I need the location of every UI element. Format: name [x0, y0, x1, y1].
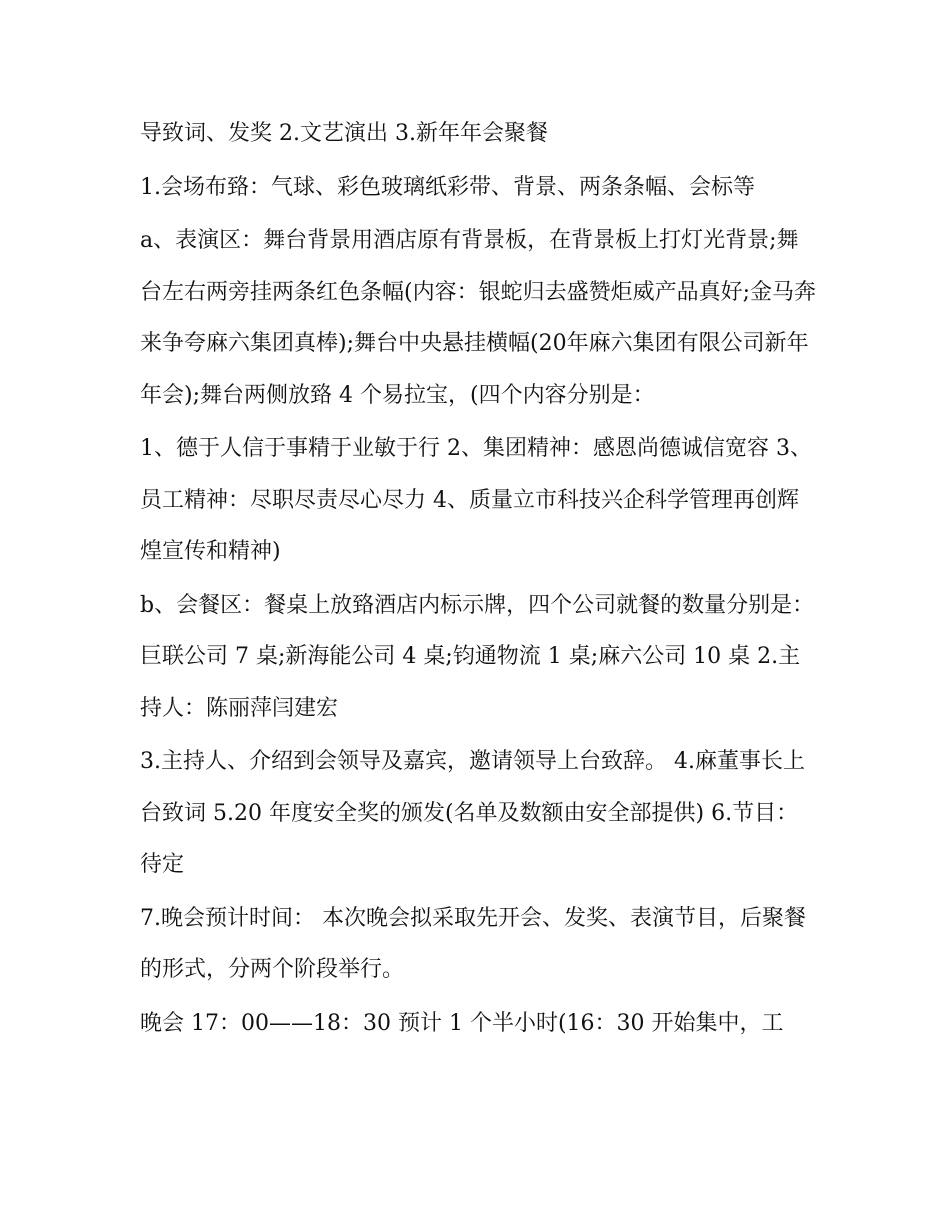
paragraph-1: 导致词、发奖 2.文艺演出 3.新年年会聚餐: [140, 121, 548, 146]
paragraph-4: 1、德于人信于事精于业敏于行 2、集团精神：感恩尚德诚信宽容 3、员工精神：尽职尽责尽心尽力 4、质量立市科技兴企科学管理再创辉煌宣传和精神): [140, 436, 812, 564]
paragraph-6: 3.主持人、介绍到会领导及嘉宾，邀请领导上台致辞。 4.麻董事长上台致词 5.20 年度安全奖的颁发(名单及数额由安全部提供) 6.节目：待定: [140, 749, 805, 877]
paragraph-8: 晚会 17：00——18：30 预计 1 个半小时(16：30 开始集中，工: [140, 1010, 784, 1036]
paragraph-3: a、表演区：舞台背景用酒店原有背景板，在背景板上打灯光背景;舞台左右两旁挂两条红色条幅(内容：银蛇归去盛赞炬威产品真好;金马奔来争夸麻六集团真棒);舞台中央悬挂横幅(20年麻六集团有限公司新年年会);舞台两侧放臵 4 个易拉宝，(四个内容分别是：: [140, 228, 816, 408]
paragraph-5: b、会餐区：餐桌上放臵酒店内标示牌，四个公司就餐的数量分别是：巨联公司 7 桌;新海能公司 4 桌;钧通物流 1 桌;麻六公司 10 桌 2.主持人：陈丽萍闫建宏: [140, 592, 815, 721]
paragraph-7: 7.晚会预计时间： 本次晚会拟采取先开会、发奖、表演节目，后聚餐的形式，分两个阶段举行。: [140, 905, 806, 982]
paragraph-2: 1.会场布臵：气球、彩色玻璃纸彩带、背景、两条条幅、会标等: [140, 174, 755, 200]
document-body: [140, 108, 820, 1049]
